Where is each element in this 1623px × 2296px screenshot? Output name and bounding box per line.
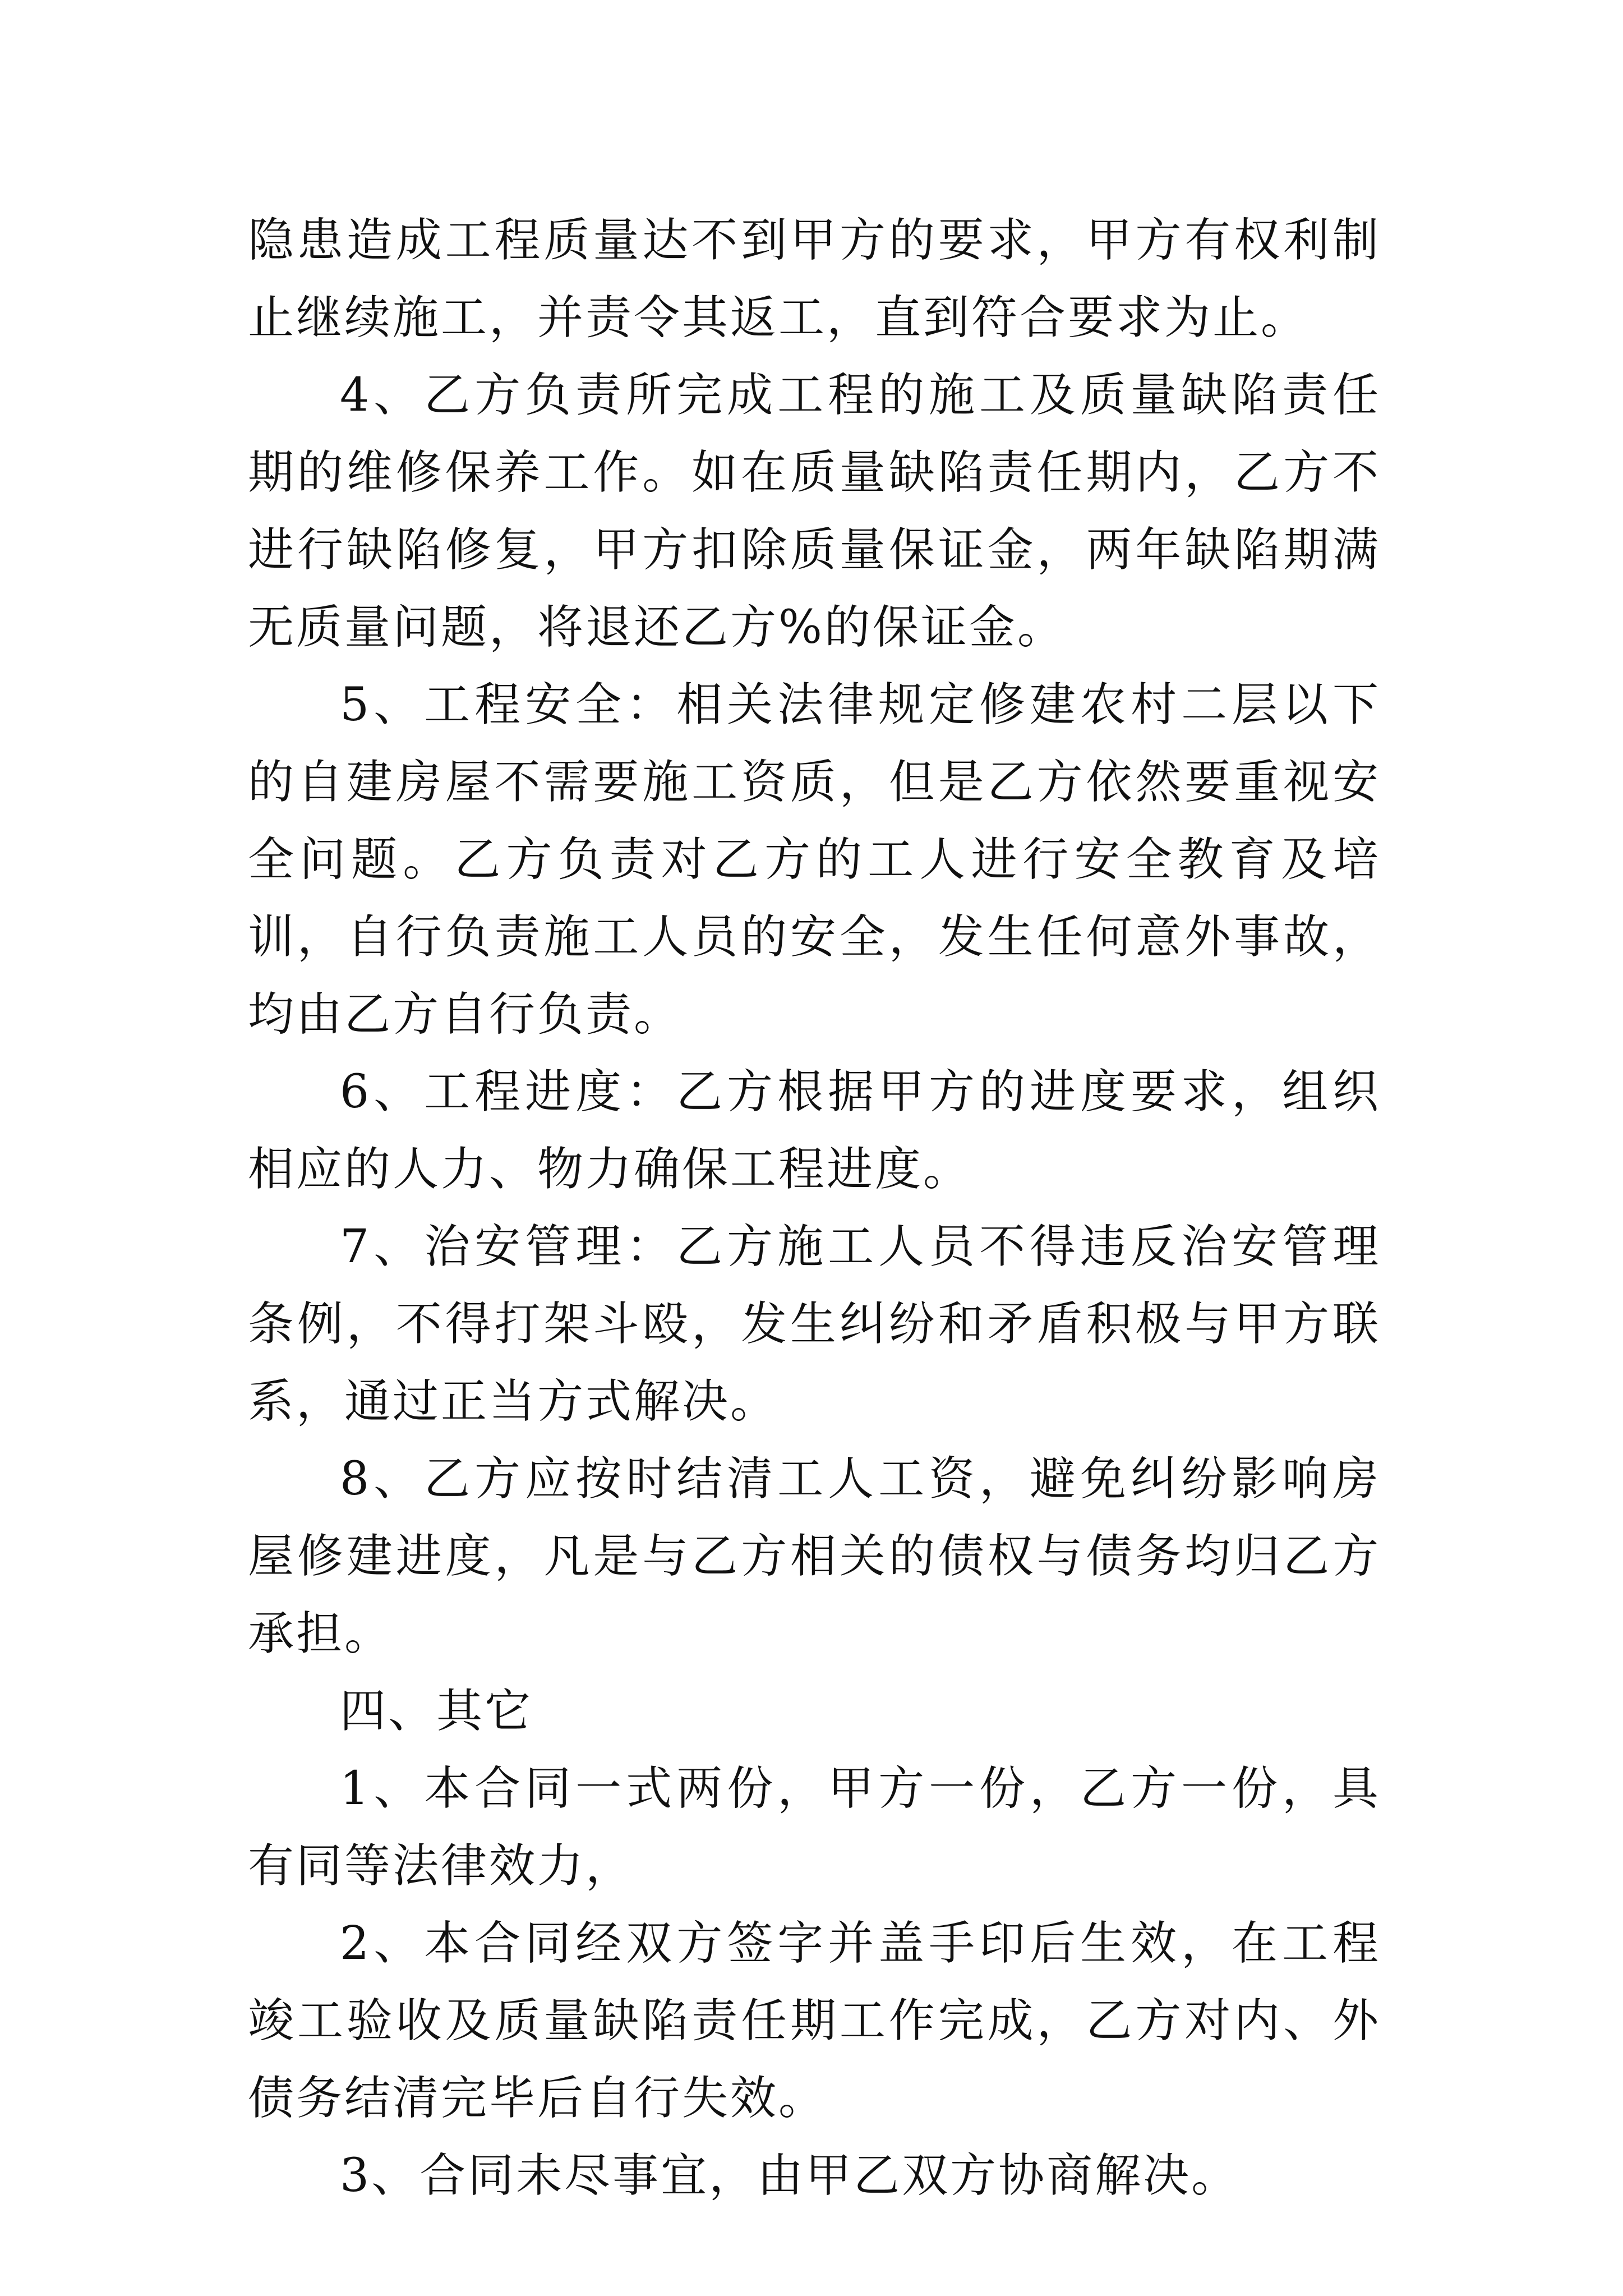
- paragraph-other-2-effectiveness: 2、本合同经双方签字并盖手印后生效，在工程竣工验收及质量缺陷责任期工作完成，乙方对内、外债务结清完毕后自行失效。: [248, 1917, 1381, 2125]
- paragraph-clause-6-progress: 6、工程进度：乙方根据甲方的进度要求，组织相应的人力、物力确保工程进度。: [248, 1065, 1381, 1196]
- paragraph-other-1-copies: 1、本合同一式两份，甲方一份，乙方一份，具有同等法律效力，: [248, 1762, 1381, 1893]
- paragraph-clause-7-security: 7、治安管理：乙方施工人员不得违反治安管理条例，不得打架斗殴，发生纠纷和矛盾积极与甲方联系，通过正当方式解决。: [248, 1220, 1381, 1428]
- paragraph-continued-clause: 隐患造成工程质量达不到甲方的要求，甲方有权利制止继续施工，并责令其返工，直到符合要求为止。: [248, 214, 1381, 344]
- paragraph-clause-5-safety: 5、工程安全：相关法律规定修建农村二层以下的自建房屋不需要施工资质，但是乙方依然要重视安全问题。乙方负责对乙方的工人进行安全教育及培训，自行负责施工人员的安全，发生任何意外事故，均由乙方自行负责。: [248, 678, 1381, 1041]
- paragraph-other-3-negotiation: 3、合同未尽事宜，由甲乙双方协商解决。: [340, 2149, 1240, 2202]
- paragraph-clause-8-wages: 8、乙方应按时结清工人工资，避免纠纷影响房屋修建进度，凡是与乙方相关的债权与债务均归乙方承担。: [248, 1452, 1381, 1660]
- paragraph-clause-4-maintenance: 4、乙方负责所完成工程的施工及质量缺陷责任期的维修保养工作。如在质量缺陷责任期内，乙方不进行缺陷修复，甲方扣除质量保证金，两年缺陷期满无质量问题，将退还乙方%的保证金。: [248, 369, 1381, 654]
- document-body: [248, 202, 1381, 2215]
- section-heading-other: 四、其它: [340, 1685, 533, 1738]
